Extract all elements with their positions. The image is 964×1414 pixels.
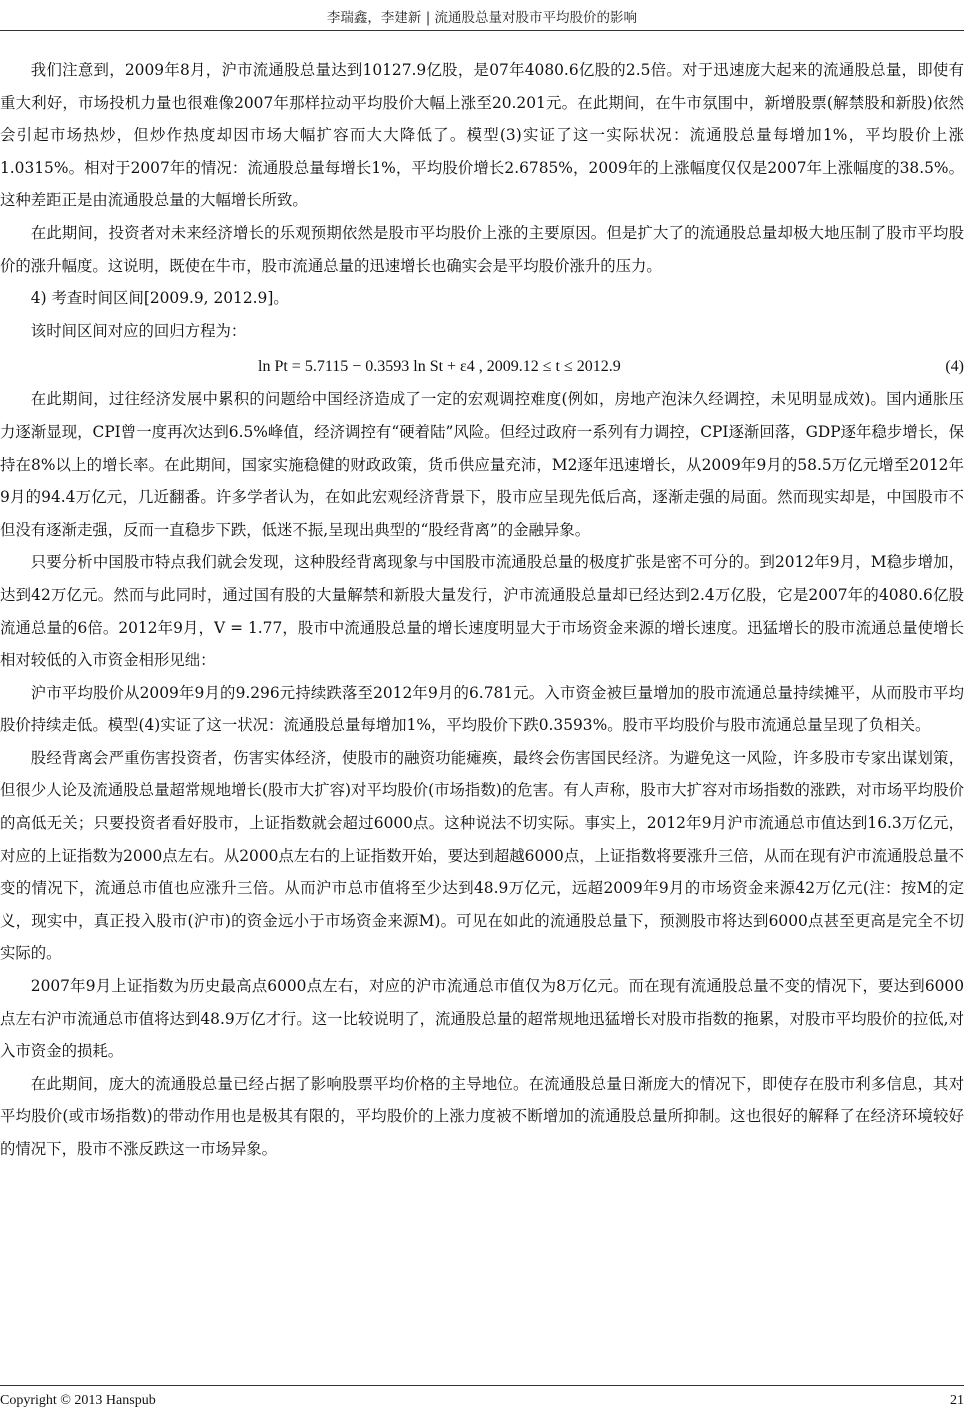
page-number: 21 (950, 1393, 964, 1408)
paragraph: 沪市平均股价从2009年9月的9.296元持续跌落至2012年9月的6.781元。入市资金被巨量增加的股市流通总量持续摊平，从而股市平均股价持续走低。模型(4)实证了这一状况：流通股总量每增加1%，平均股价下跌0.3593%。股市平均股价与股市流通总量呈现了负相关。 (0, 683, 964, 735)
article-body (0, 54, 964, 1166)
paragraph: 在此期间，投资者对未来经济增长的乐观预期依然是股市平均股价上涨的主要原因。但是扩大了的流通股总量却极大地压制了股市平均股价的涨升幅度。这说明，既使在牛市，股市流通总量的迅速增长也确实会是平均股价涨升的压力。 (0, 223, 964, 275)
equation-formula: ln Pt = 5.7115 − 0.3593 ln St + ε4 , 2009.12 ≤ t ≤ 2012.9 (258, 358, 621, 376)
paragraph: 该时间区间对应的回归方程为： (30, 321, 247, 340)
paragraph: 2007年9月上证指数为历史最高点6000点左右，对应的沪市流通总市值仅为8万亿元。而在现有流通股总量不变的情况下，要达到6000点左右沪市流通总市值将达到48.9万亿才行。这一比较说明了，流通股总量的超常规地迅猛增长对股市指数的拖累，对股市平均股价的拉低,对入市资金的损耗。 (0, 977, 964, 1061)
regression-equation (0, 347, 964, 383)
paragraph: 股经背离会严重伤害投资者，伤害实体经济，使股市的融资功能瘫痪，最终会伤害国民经济。为避免这一风险，许多股市专家出谋划策，但很少人论及流通股总量超常规地增长(股市大扩容)对平均股价(市场指数)的危害。有人声称，股市大扩容对市场指数的涨跌，对市场平均股价的高低无关；只要投资者看好股市，上证指数就会超过6000点。这种说法不切实际。事实上，2012年9月沪市流通总市值达到16.3万亿元，对应的上证指数为2000点左右。从2000点左右的上证指数开始，要达到超越6000点，上证指数将要涨升三倍，从而在现有沪市流通股总量不变的情况下，流通总市值也应涨升三倍。从而沪市总市值将至少达到48.9万亿元，远超2009年9月的市场资金来源42万亿元(注：按M的定义，现实中，真正投入股市(沪市)的资金远小于市场资金来源M)。可见在如此的流通股总量下，预测股市将达到6000点甚至更高是完全不切实际的。 (0, 748, 964, 963)
running-header: 李瑞鑫，李建新 | 流通股总量对股市平均股价的影响 (326, 10, 638, 26)
paragraph: 我们注意到，2009年8月，沪市流通股总量达到10127.9亿股，是07年4080.6亿股的2.5倍。对于迅速庞大起来的流通股总量，即使有重大利好，市场投机力量也很难像2007年那样拉动平均股价大幅上涨至20.201元。在此期间，在牛市氛围中，新增股票(解禁股和新股)依然会引起市场热炒，但炒作热度却因市场大幅扩容而大大降低了。模型(3)实证了这一实际状况：流通股总量每增加1%，平均股价上涨1.0315%。相对于2007年的情况：流通股总量每增长1%，平均股价增长2.6785%，2009年的上涨幅度仅仅是2007年上涨幅度的38.5%。这种差距正是由流通股总量的大幅增长所致。 (0, 61, 964, 210)
paragraph: 在此期间，过往经济发展中累积的问题给中国经济造成了一定的宏观调控难度(例如，房地产泡沫久经调控，未见明显成效)。国内通胀压力逐渐显现，CPI曾一度再次达到6.5%峰值，经济调控有“硬着陆”风险。但经过政府一系列有力调控，CPI逐渐回落，GDP逐年稳步增长，保持在8%以上的增长率。在此期间，国家实施稳健的财政政策，货币供应量充沛，M2逐年迅速增长，从2009年9月的58.5万亿元增至2012年9月的94.4万亿元，几近翻番。许多学者认为，在如此宏观经济背景下，股市应呈现先低后高，逐渐走强的局面。然而现实却是，中国股市不但没有逐渐走强，反而一直稳步下跌，低迷不振,呈现出典型的“股经背离”的金融异象。 (0, 390, 964, 539)
paragraph: 在此期间，庞大的流通股总量已经占据了影响股票平均价格的主导地位。在流通股总量日渐庞大的情况下，即使存在股市利多信息，其对平均股价(或市场指数)的带动作用也是极其有限的，平均股价的上涨力度被不断增加的流通股总量所抑制。这也很好的解释了在经济环境较好的情况下，股市不涨反跌这一市场异象。 (0, 1074, 964, 1158)
paragraph: 只要分析中国股市特点我们就会发现，这种股经背离现象与中国股市流通股总量的极度扩张是密不可分的。到2012年9月，M稳步增加，达到42万亿元。然而与此同时，通过国有股的大量解禁和新股大量发行，沪市流通股总量却已经达到2.4万亿股，它是2007年的4080.6亿股流通总量的6倍。2012年9月，V = 1.77，股市中流通股总量的增长速度明显大于市场资金来源的增长速度。迅猛增长的股市流通总量使增长相对较低的入市资金相形见绌： (0, 553, 964, 670)
header-divider (0, 30, 964, 31)
footer-divider (0, 1385, 964, 1386)
copyright-notice: Copyright © 2013 Hanspub (0, 1393, 156, 1408)
equation-number: (4) (945, 358, 964, 376)
section-item: 4) 考查时间区间[2009.9, 2012.9]。 (30, 289, 289, 308)
